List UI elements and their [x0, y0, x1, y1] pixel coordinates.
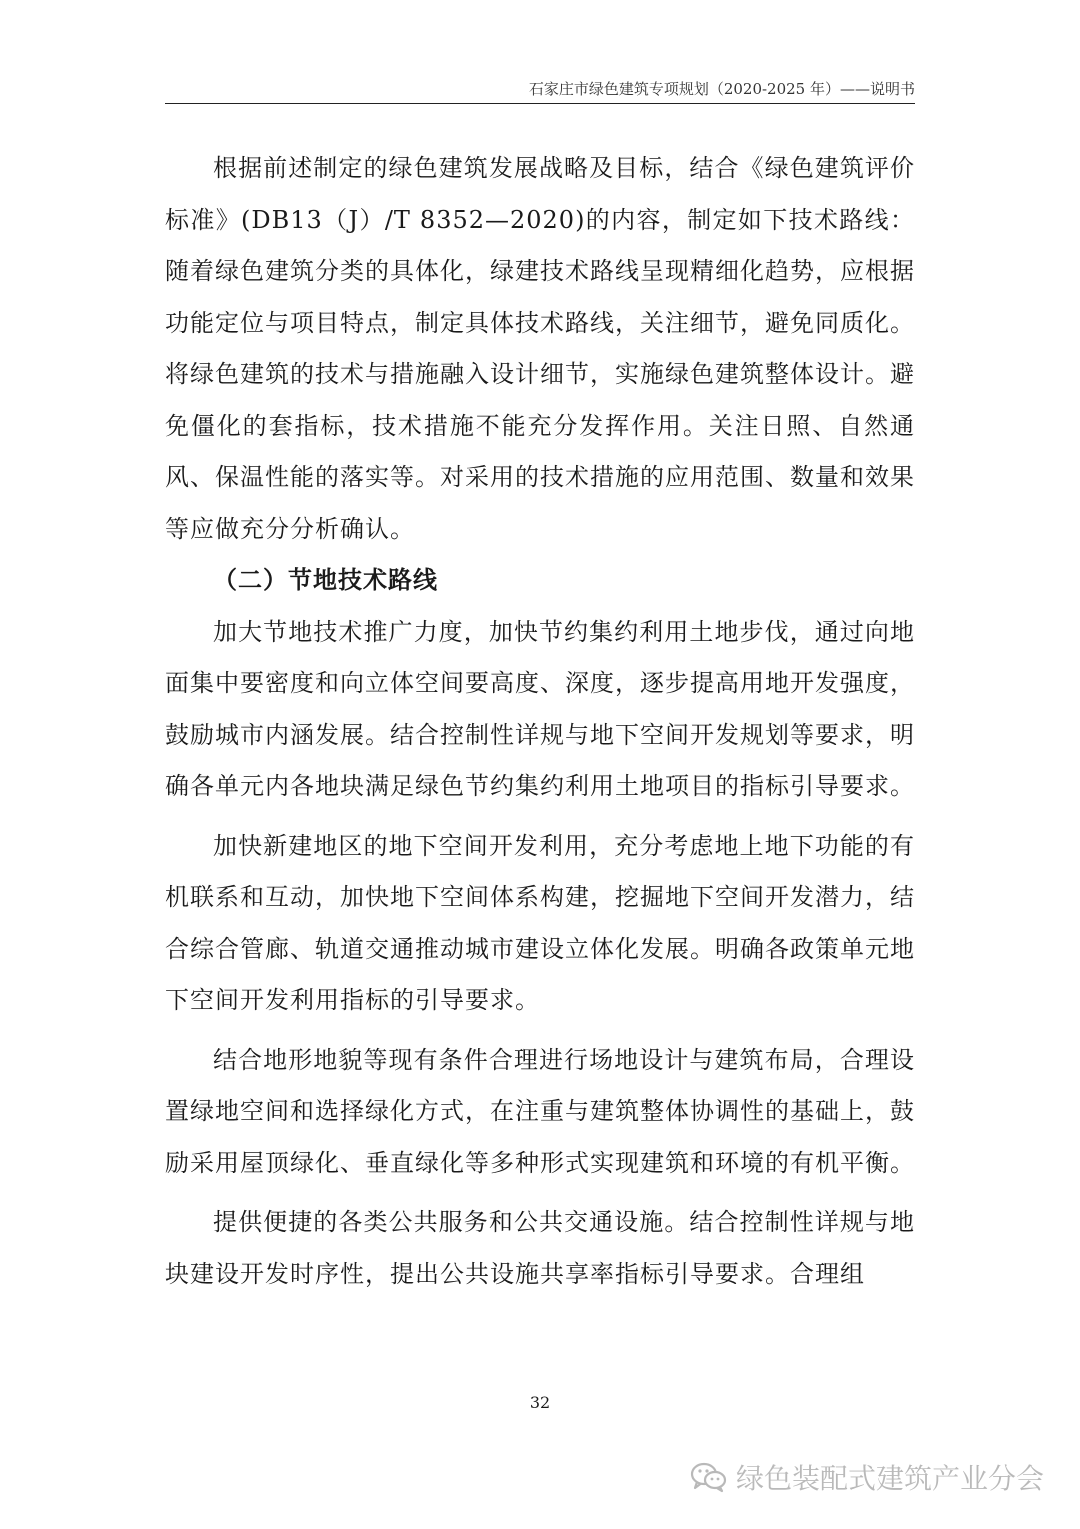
header-divider	[165, 103, 915, 104]
paragraph-land-intensity: 加大节地技术推广力度，加快节约集约利用土地步伐，通过向地面集中要密度和向立体空间要高度、深度，逐步提高用地开发强度，鼓励城市内涵发展。结合控制性详规与地下空间开发规划等要求，明确各单元内各地块满足绿色节约集约利用土地项目的指标引导要求。	[165, 617, 915, 800]
running-header: 石家庄市绿色建筑专项规划（2020-2025 年）——说明书	[528, 80, 915, 98]
wechat-icon	[690, 1461, 728, 1493]
document-body	[165, 143, 915, 1300]
watermark-text: 绿色装配式建筑产业分会	[735, 1462, 1044, 1495]
page-number: 32	[529, 1393, 551, 1412]
paragraph-intro: 根据前述制定的绿色建筑发展战略及目标，结合《绿色建筑评价标准》(DB13（J）/T 8352—2020)的内容，制定如下技术路线：随着绿色建筑分类的具体化，绿建技术路线呈现精细化趋势，应根据功能定位与项目特点，制定具体技术路线，关注细节，避免同质化。将绿色建筑的技术与措施融入设计细节，实施绿色建筑整体设计。避免僵化的套指标，技术措施不能充分发挥作用。关注日照、自然通风、保温性能的落实等。对采用的技术措施的应用范围、数量和效果等应做充分分析确认。	[165, 154, 915, 543]
paragraph-public-facilities: 提供便捷的各类公共服务和公共交通设施。结合控制性详规与地块建设开发时序性，提出公共设施共享率指标引导要求。合理组	[165, 1208, 915, 1288]
watermark	[690, 1457, 1044, 1497]
paragraph-underground-space: 加快新建地区的地下空间开发利用，充分考虑地上地下功能的有机联系和互动，加快地下空间体系构建，挖掘地下空间开发潜力，结合综合管廊、轨道交通推动城市建设立体化发展。明确各政策单元地下空间开发利用指标的引导要求。	[165, 831, 915, 1014]
section-heading: （二）节地技术路线	[213, 566, 438, 594]
paragraph-site-design: 结合地形地貌等现有条件合理进行场地设计与建筑布局，合理设置绿地空间和选择绿化方式，在注重与建筑整体协调性的基础上，鼓励采用屋顶绿化、垂直绿化等多种形式实现建筑和环境的有机平衡。	[165, 1045, 915, 1177]
